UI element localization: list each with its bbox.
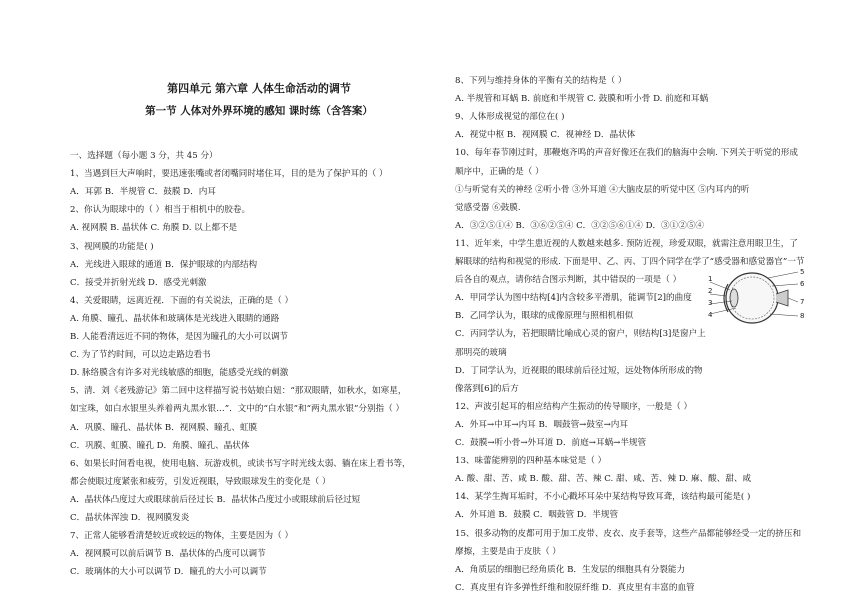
section-title: 第一节 人体对外界环境的感知 课时练（含答案）: [145, 105, 373, 117]
right-text-line: 觉感受器 ⑥鼓膜.: [455, 202, 521, 213]
right-text-line: 13、味蕾能辨别的四种基本味觉是（ ）: [455, 456, 607, 467]
label-2: 2: [708, 287, 713, 295]
left-text-line: A．巩膜、瞳孔、晶状体 B．视网膜、瞳孔、虹膜: [70, 422, 258, 433]
eye-structure-diagram: [710, 268, 810, 328]
right-text-line: 摩擦，主要是由于皮肤（ ）: [455, 546, 561, 557]
left-text-line: 6、如果长时间看电视，使用电脑、玩游戏机，或读书写字时光线太弱、躺在床上看书等，: [70, 458, 411, 469]
left-text-line: A. 角膜、瞳孔、晶状体和玻璃体是光线进入眼睛的通路: [70, 313, 280, 324]
left-text-line: A．耳郭 B．半规管 C．鼓膜 D．内耳: [70, 187, 216, 198]
left-text-line: C．巩膜、虹膜、瞳孔 D．角膜、瞳孔、晶状体: [70, 440, 250, 451]
right-text-line: A．角质层的细胞已经角质化 B．生发层的细胞具有分裂能力: [455, 564, 686, 575]
right-text-line: A．外耳道 B．鼓膜 C．咽鼓管 D．半规管: [455, 510, 619, 521]
left-text-line: 4、关爱眼睛，远离近视．下面的有关说法，正确的是（ ）: [70, 295, 294, 306]
left-text-line: A．晶状体凸度过大或眼球前后径过长 B．晶状体凸度过小或眼球前后径过短: [70, 494, 361, 505]
label-6: 6: [800, 280, 805, 288]
right-text-line: C．真皮里有许多弹性纤维和胶原纤维 D．真皮里有丰富的血管: [455, 582, 695, 593]
right-text-line: 12、声波引起耳的相应结构产生振动的传导顺序，一般是（ ）: [455, 401, 693, 412]
right-text-line: A．视觉中枢 B．视网膜 C．视神经 D．晶状体: [455, 130, 636, 141]
right-text-line: ①与听觉有关的神经 ②听小骨 ③外耳道 ④大脑皮层的听觉中区 ⑤内耳内的听: [455, 184, 750, 195]
left-text-line: A. 视网膜 B. 晶状体 C. 角膜 D. 以上都不是: [70, 223, 238, 234]
right-text-line: 15、很多动物的皮都可用于加工皮带、皮衣、皮手套等，这些产品都能够经受一定的挤压和: [455, 528, 802, 539]
label-8: 8: [800, 312, 805, 320]
right-text-line: B．乙同学认为，眼球的成像原理与照相机相似: [455, 311, 634, 322]
label-4: 4: [708, 311, 713, 319]
label-5: 5: [800, 268, 805, 276]
right-text-line: 10、每年春节刚过时，那鞭炮齐鸣的声音好像还在我们的脑海中会响. 下列关于听觉的形成: [455, 148, 798, 159]
left-text-line: 5、清．刘《老残游记》第二回中这样描写说书姑娘白妞：“那双眼睛，如秋水，如寒星，: [70, 386, 407, 397]
left-text-line: 3、视网膜的功能是( ): [70, 241, 154, 252]
left-text-line: C．晶状体浑浊 D．视网膜发炎: [70, 513, 190, 523]
right-text-line: 11、近年来，中学生患近视的人数越来越多. 预防近视，珍爱双眼，就需注意用眼卫生，了: [455, 238, 798, 249]
left-text-line: 一、选择题（每小题 3 分，共 45 分）: [70, 151, 218, 161]
left-text-line: 1、当遇到巨大声响时，要迅速张嘴或者闭嘴同时堵住耳，目的是为了保护耳的（ ）: [70, 169, 388, 180]
left-text-line: C. 为了节约时间，可以边走路边看书: [70, 350, 211, 361]
left-text-line: 如宝珠，如白水银里头养着两丸黑水银…”．文中的“白水银”和“两丸黑水银”分别指（ ）: [70, 404, 405, 415]
right-text-line: C．鼓膜→听小骨→外耳道 D．前庭→耳蜗→半规管: [455, 438, 647, 448]
right-text-line: A. 半规管和耳蜗 B. 前庭和半规管 C. 鼓膜和听小骨 D. 前庭和耳蜗: [455, 94, 709, 105]
right-text-line: 像落到[6]的后方: [455, 383, 519, 394]
right-text-line: 解眼球的结构和视觉的形成. 下面是甲、乙、丙、丁四个同学在学了“感受器和感觉器官”一节: [455, 257, 805, 267]
right-text-line: A．③②⑤①④ B．③⑥②⑤④ C．③②⑤⑥①④ D．③①②⑤④: [455, 220, 705, 231]
right-text-line: A．甲同学认为图中结构[4]内含较多平滑肌，能调节[2]的曲度: [455, 293, 692, 304]
label-3: 3: [708, 299, 713, 307]
right-text-line: 8、下列与维持身体的平衡有关的结构是（ ）: [455, 76, 627, 86]
right-text-line: 9、人体形成视觉的部位在( ): [455, 112, 565, 123]
left-text-line: D. 脉络膜含有许多对光线敏感的细胞，能感受光线的刺激: [70, 368, 289, 379]
right-text-line: A. 酸、甜、苦、咸 B. 酸、甜、苦、辣 C. 甜、咸、苦、辣 D. 麻、酸、甜、咸: [455, 474, 752, 485]
right-text-line: C．丙同学认为，若把眼睛比喻成心灵的窗户，则结构[3]是窗户上: [455, 329, 706, 340]
right-text-line: 14、某学生掏耳垢时，不小心戳坏耳朵中某结构导致耳聋，该结构最可能是( ): [455, 492, 751, 503]
unit-title: 第四单元 第六章 人体生命活动的调节: [167, 82, 351, 95]
right-text-line: 顺序中，正确的是（ ）: [455, 166, 544, 177]
left-text-line: A．光线进入眼球的通道 B．保护眼球的内部结构: [70, 259, 258, 270]
right-text-line: 那明亮的玻璃: [455, 347, 507, 358]
left-text-line: B. 人能看清远近不同的物体，是因为瞳孔的大小可以调节: [70, 332, 289, 342]
left-text-line: 7、正常人能够看清楚较近或较远的物体，主要是因为（ ）: [70, 531, 294, 542]
label-7: 7: [800, 298, 805, 306]
right-text-line: A．外耳→中耳→内耳 B．咽鼓管→鼓室→内耳: [455, 419, 628, 430]
right-text-line: D．丁同学认为，近视眼的眼球前后径过短，远处物体所形成的物: [455, 365, 703, 376]
right-text-line: 后各自的观点，请你结合图示判断，其中错误的一项是（ ）: [455, 275, 682, 286]
left-text-line: C．接受并折射光线 D．感受光刺激: [70, 277, 207, 288]
left-text-line: A．视网膜可以前后调节 B．晶状体的凸度可以调节: [70, 549, 266, 560]
left-text-line: 2、你认为眼球中的（ ）相当于相机中的胶卷。: [70, 205, 251, 216]
lens: [730, 289, 738, 307]
left-text-line: 都会使眼过度紧张和疲劳，引发近视眼，导致眼球发生的变化是（ ）: [70, 476, 331, 487]
left-text-line: C．玻璃体的大小可以调节 D．瞳孔的大小可以调节: [70, 567, 267, 578]
label-1: 1: [708, 275, 713, 283]
